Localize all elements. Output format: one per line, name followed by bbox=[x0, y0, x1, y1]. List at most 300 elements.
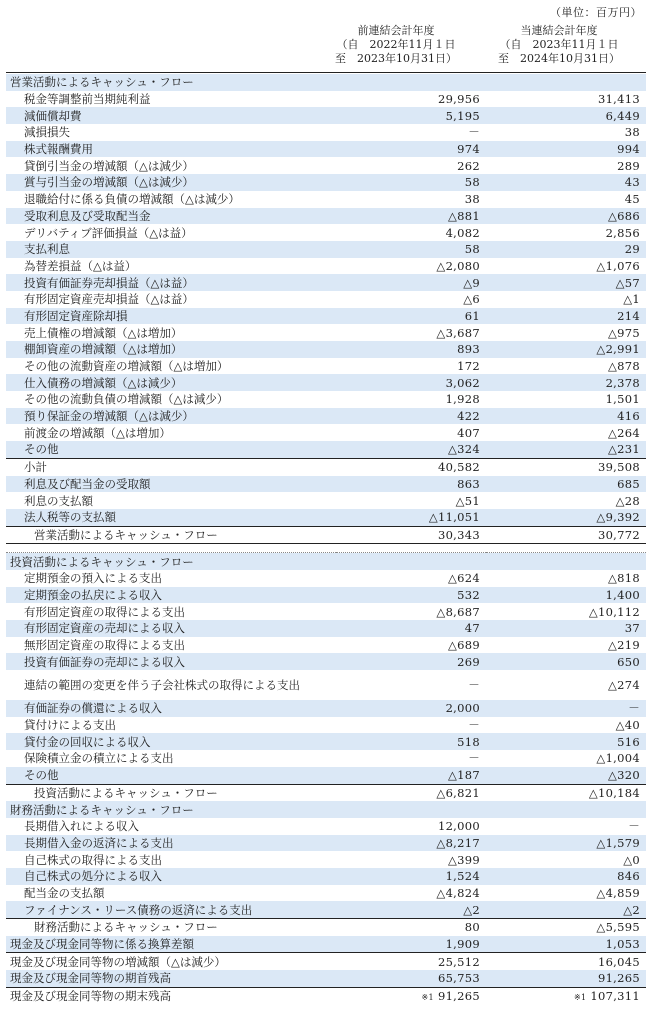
prev-value bbox=[336, 241, 486, 258]
curr-period-to: 至 2024年10月31日） bbox=[498, 52, 620, 65]
prev-value bbox=[336, 141, 486, 158]
table-row bbox=[6, 308, 646, 325]
prev-value bbox=[336, 587, 486, 604]
curr-amount: △9,392 bbox=[596, 510, 640, 525]
curr-amount: △975 bbox=[608, 325, 640, 340]
prev-amount: △3,687 bbox=[436, 325, 480, 340]
curr-value bbox=[486, 526, 646, 544]
curr-amount: △4,859 bbox=[596, 885, 640, 900]
table-row bbox=[6, 107, 646, 124]
curr-amount: － bbox=[628, 701, 640, 716]
curr-amount: 29 bbox=[624, 242, 640, 257]
curr-value bbox=[486, 107, 646, 124]
curr-value bbox=[486, 341, 646, 358]
row-label: 営業活動によるキャッシュ・フロー bbox=[6, 526, 336, 544]
prev-amount: △6,821 bbox=[436, 785, 480, 800]
curr-amount: △57 bbox=[615, 275, 640, 290]
row-label: その他 bbox=[6, 767, 336, 784]
row-label: 保険積立金の積立による支出 bbox=[24, 751, 174, 766]
prev-value bbox=[336, 733, 486, 750]
prev-value bbox=[336, 492, 486, 509]
prev-value bbox=[336, 391, 486, 408]
row-label: 連結の範囲の変更を伴う子会社株式の取得による支出 bbox=[24, 677, 300, 692]
row-label: 受取利息及び受取配当金 bbox=[6, 208, 336, 225]
prev-amount: － bbox=[468, 751, 480, 766]
table-row bbox=[6, 241, 646, 258]
prev-amount: 422 bbox=[457, 409, 480, 424]
table-row bbox=[6, 191, 646, 208]
row-label: 無形固定資産の取得による支出 bbox=[24, 638, 185, 653]
prev-amount: 58 bbox=[464, 242, 480, 257]
prev-amount: 974 bbox=[457, 142, 480, 157]
table-row bbox=[6, 441, 646, 458]
prev-value bbox=[336, 526, 486, 544]
prev-value bbox=[336, 670, 486, 700]
prev-amount: △399 bbox=[448, 852, 480, 867]
row-label: 現金及び現金同等物に係る換算差額 bbox=[6, 936, 336, 953]
curr-value bbox=[486, 953, 646, 970]
curr-value bbox=[486, 987, 646, 1004]
table-row bbox=[6, 700, 646, 717]
table-row bbox=[6, 620, 646, 637]
spacer-row bbox=[6, 544, 646, 553]
row-label: 株式報酬費用 bbox=[6, 141, 336, 158]
curr-amount: 289 bbox=[617, 158, 640, 173]
table-row bbox=[6, 868, 646, 885]
prev-amount: 4,082 bbox=[445, 225, 480, 240]
prev-value bbox=[336, 341, 486, 358]
prev-value bbox=[336, 424, 486, 441]
table-row bbox=[6, 258, 646, 275]
prev-value bbox=[336, 801, 486, 818]
row-label: デリバティブ評価損益（△は益） bbox=[24, 225, 193, 240]
curr-amount: △1,076 bbox=[596, 258, 640, 273]
row-label: 売上債権の増減額（△は増加） bbox=[24, 325, 183, 340]
curr-value bbox=[486, 492, 646, 509]
curr-value bbox=[486, 653, 646, 670]
curr-value bbox=[486, 868, 646, 885]
prev-amount: △2 bbox=[463, 902, 480, 917]
prev-amount: 5,195 bbox=[445, 108, 480, 123]
prev-value bbox=[336, 107, 486, 124]
prev-value bbox=[336, 408, 486, 425]
curr-value bbox=[486, 835, 646, 852]
curr-amount: 30,772 bbox=[597, 527, 640, 542]
prev-value bbox=[336, 324, 486, 341]
curr-value bbox=[486, 970, 646, 987]
table-row bbox=[6, 492, 646, 509]
prev-amount: 2,000 bbox=[445, 701, 480, 716]
table-row bbox=[6, 717, 646, 734]
table-row bbox=[6, 274, 646, 291]
column-header bbox=[6, 24, 646, 73]
prev-amount: 1,909 bbox=[445, 937, 480, 952]
row-label: 税金等調整前当期純利益 bbox=[24, 92, 151, 107]
prev-amount: △2,080 bbox=[436, 258, 480, 273]
prev-value bbox=[336, 901, 486, 918]
table-row bbox=[6, 603, 646, 620]
row-label: 有形固定資産売却損益（△は益） bbox=[24, 292, 194, 307]
curr-value bbox=[486, 391, 646, 408]
prev-amount: 407 bbox=[457, 425, 480, 440]
curr-value bbox=[486, 717, 646, 734]
curr-amount: 1,053 bbox=[605, 937, 640, 952]
prev-period-from: （自 2022年11月１日 bbox=[336, 38, 456, 51]
prev-amount: － bbox=[468, 125, 480, 140]
curr-value bbox=[486, 157, 646, 174]
table-row bbox=[6, 733, 646, 750]
table-row bbox=[6, 801, 646, 818]
row-label: その他の流動負債の増減額（△は減少） bbox=[24, 392, 229, 407]
prev-amount: 12,000 bbox=[437, 819, 480, 834]
curr-amount: △274 bbox=[608, 677, 640, 692]
row-label: 投資活動によるキャッシュ・フロー bbox=[6, 784, 336, 801]
row-label: 財務活動によるキャッシュ・フロー bbox=[6, 919, 336, 936]
row-label: 賞与引当金の増減額（△は減少） bbox=[6, 174, 336, 191]
curr-amount: 107,311 bbox=[590, 989, 640, 1004]
prev-value bbox=[336, 620, 486, 637]
row-label: 貸付けによる支出 bbox=[24, 718, 116, 733]
curr-value bbox=[486, 637, 646, 654]
row-label: 利息の支払額 bbox=[24, 493, 93, 508]
prev-value bbox=[336, 570, 486, 587]
curr-amount: － bbox=[628, 819, 640, 834]
curr-period-title: 当連結会計年度 bbox=[520, 24, 598, 37]
curr-period-from: （自 2023年11月１日 bbox=[499, 38, 619, 51]
curr-value bbox=[486, 424, 646, 441]
prev-value bbox=[336, 476, 486, 493]
row-label: 長期借入れによる収入 bbox=[24, 819, 139, 834]
prev-amount: 262 bbox=[457, 158, 480, 173]
row-label: 財務活動によるキャッシュ・フロー bbox=[6, 801, 336, 818]
prev-amount: 29,956 bbox=[437, 92, 480, 107]
curr-value bbox=[486, 476, 646, 493]
prev-value bbox=[336, 274, 486, 291]
table-row bbox=[6, 124, 646, 141]
row-label: 長期借入金の返済による支出 bbox=[6, 835, 336, 852]
curr-value bbox=[486, 885, 646, 902]
curr-amount: △40 bbox=[615, 718, 640, 733]
table-row bbox=[6, 901, 646, 918]
curr-value bbox=[486, 358, 646, 375]
curr-amount: 214 bbox=[617, 308, 640, 323]
row-label: 配当金の支払額 bbox=[24, 885, 105, 900]
cash-flow-table bbox=[6, 74, 646, 1004]
table-row bbox=[6, 476, 646, 493]
row-label: 小計 bbox=[6, 458, 336, 475]
prev-value bbox=[336, 851, 486, 868]
prev-value bbox=[336, 124, 486, 141]
prev-value bbox=[336, 458, 486, 475]
row-label: 前渡金の増減額（△は増加） bbox=[24, 425, 171, 440]
prev-amount: 47 bbox=[464, 621, 480, 636]
row-label: 投資活動によるキャッシュ・フロー bbox=[6, 553, 336, 570]
row-label: 自己株式の処分による収入 bbox=[6, 868, 336, 885]
curr-value bbox=[486, 851, 646, 868]
row-label: その他の流動資産の増減額（△は増加） bbox=[24, 359, 229, 374]
prev-amount: － bbox=[468, 718, 480, 733]
curr-amount: △5,595 bbox=[596, 920, 640, 935]
prev-value bbox=[336, 953, 486, 970]
curr-amount: 45 bbox=[624, 192, 640, 207]
curr-amount: △10,184 bbox=[588, 785, 640, 800]
curr-period-header bbox=[484, 24, 634, 66]
curr-amount: 650 bbox=[617, 654, 640, 669]
row-label: 仕入債務の増減額（△は減少） bbox=[6, 374, 336, 391]
prev-value bbox=[336, 970, 486, 987]
curr-amount: △818 bbox=[608, 571, 640, 586]
row-label bbox=[6, 544, 336, 553]
table-row bbox=[6, 509, 646, 526]
prev-period-title: 前連結会計年度 bbox=[357, 24, 435, 37]
row-label: ファイナンス・リース債務の返済による支出 bbox=[6, 901, 336, 918]
table-row bbox=[6, 936, 646, 953]
prev-value bbox=[336, 553, 486, 570]
curr-amount: △28 bbox=[615, 493, 640, 508]
curr-value bbox=[486, 818, 646, 835]
prev-amount: 269 bbox=[457, 654, 480, 669]
curr-amount: 43 bbox=[624, 175, 640, 190]
prev-value bbox=[336, 885, 486, 902]
prev-amount: 40,582 bbox=[437, 460, 480, 475]
row-label: 現金及び現金同等物の期首残高 bbox=[6, 970, 336, 987]
table-row bbox=[6, 374, 646, 391]
table-row bbox=[6, 851, 646, 868]
row-label: 預り保証金の増減額（△は減少） bbox=[6, 408, 336, 425]
prev-amount: 3,062 bbox=[445, 375, 480, 390]
curr-value bbox=[486, 919, 646, 936]
row-label: 有形固定資産の売却による収入 bbox=[6, 620, 336, 637]
prev-value bbox=[336, 603, 486, 620]
prev-value bbox=[336, 308, 486, 325]
curr-value bbox=[486, 570, 646, 587]
prev-amount: 1,524 bbox=[445, 869, 480, 884]
curr-amount: △231 bbox=[608, 442, 640, 457]
prev-amount: 58 bbox=[464, 175, 480, 190]
curr-amount: 6,449 bbox=[605, 108, 640, 123]
row-label: 営業活動によるキャッシュ・フロー bbox=[6, 74, 336, 91]
curr-amount: 16,045 bbox=[597, 954, 640, 969]
prev-amount: 61 bbox=[464, 308, 480, 323]
prev-value bbox=[336, 258, 486, 275]
table-row bbox=[6, 424, 646, 441]
curr-value bbox=[486, 603, 646, 620]
curr-value bbox=[486, 509, 646, 526]
prev-amount: 80 bbox=[464, 920, 480, 935]
prev-value bbox=[336, 818, 486, 835]
table-row bbox=[6, 784, 646, 801]
prev-amount: △11,051 bbox=[428, 510, 480, 525]
prev-period-header bbox=[321, 24, 471, 66]
curr-value bbox=[486, 191, 646, 208]
prev-value bbox=[336, 544, 486, 553]
row-label: 現金及び現金同等物の増減額（△は減少） bbox=[6, 953, 336, 970]
prev-value bbox=[336, 868, 486, 885]
unit-label: （単位：百万円） bbox=[550, 6, 642, 19]
prev-value bbox=[336, 174, 486, 191]
prev-value bbox=[336, 358, 486, 375]
table-row bbox=[6, 587, 646, 604]
curr-value bbox=[486, 544, 646, 553]
row-label: 有形固定資産除却損 bbox=[6, 308, 336, 325]
curr-amount: △878 bbox=[608, 359, 640, 374]
prev-value bbox=[336, 767, 486, 784]
table-row bbox=[6, 553, 646, 570]
prev-amount: 38 bbox=[464, 192, 480, 207]
table-row bbox=[6, 750, 646, 767]
curr-amount: △1,579 bbox=[596, 835, 640, 850]
prev-amount: △624 bbox=[448, 571, 480, 586]
table-row bbox=[6, 458, 646, 475]
prev-value bbox=[336, 509, 486, 526]
row-label: 為替差損益（△は益） bbox=[24, 258, 137, 273]
curr-amount: △2 bbox=[623, 902, 640, 917]
curr-value bbox=[486, 74, 646, 91]
table-row bbox=[6, 408, 646, 425]
row-label: 貸倒引当金の増減額（△は減少） bbox=[24, 158, 194, 173]
curr-value bbox=[486, 224, 646, 241]
row-label: 現金及び現金同等物の期末残高 bbox=[6, 987, 336, 1004]
prev-amount: 30,343 bbox=[437, 527, 480, 542]
table-row bbox=[6, 391, 646, 408]
curr-value bbox=[486, 700, 646, 717]
row-label: 自己株式の取得による支出 bbox=[24, 852, 162, 867]
row-label: 法人税等の支払額 bbox=[6, 509, 336, 526]
curr-amount: 91,265 bbox=[597, 971, 640, 986]
prev-amount: 1,928 bbox=[445, 392, 480, 407]
curr-value bbox=[486, 374, 646, 391]
curr-amount: 1,400 bbox=[605, 587, 640, 602]
prev-value bbox=[336, 224, 486, 241]
row-label: 投資有価証券売却損益（△は益） bbox=[6, 274, 336, 291]
row-label: 退職給付に係る負債の増減額（△は減少） bbox=[24, 192, 240, 207]
table-row bbox=[6, 224, 646, 241]
prev-amount: △689 bbox=[448, 638, 480, 653]
prev-period-to: 至 2023年10月31日） bbox=[335, 52, 457, 65]
curr-amount: 1,501 bbox=[605, 392, 640, 407]
curr-amount: △1,004 bbox=[596, 751, 640, 766]
prev-amount: 65,753 bbox=[437, 971, 480, 986]
curr-amount: △2,991 bbox=[596, 342, 640, 357]
curr-amount: 39,508 bbox=[597, 460, 640, 475]
table-row bbox=[6, 670, 646, 700]
prev-value bbox=[336, 208, 486, 225]
prev-amount: 863 bbox=[457, 476, 480, 491]
curr-amount: 37 bbox=[624, 621, 640, 636]
curr-value bbox=[486, 174, 646, 191]
curr-amount: 38 bbox=[624, 125, 640, 140]
prev-amount: △6 bbox=[463, 292, 480, 307]
prev-amount: △4,824 bbox=[436, 885, 480, 900]
prev-value bbox=[336, 987, 486, 1004]
table-row bbox=[6, 74, 646, 91]
row-label: 有価証券の償還による収入 bbox=[6, 700, 336, 717]
prev-amount: △8,217 bbox=[436, 835, 480, 850]
curr-value bbox=[486, 291, 646, 308]
prev-value bbox=[336, 291, 486, 308]
curr-amount: 416 bbox=[617, 409, 640, 424]
prev-amount: 893 bbox=[457, 342, 480, 357]
curr-amount: 994 bbox=[617, 142, 640, 157]
table-row bbox=[6, 818, 646, 835]
prev-value bbox=[336, 919, 486, 936]
prev-amount: 25,512 bbox=[437, 954, 480, 969]
curr-amount: △264 bbox=[608, 425, 640, 440]
curr-value bbox=[486, 258, 646, 275]
row-label: 支払利息 bbox=[6, 241, 336, 258]
row-label: 有形固定資産の取得による支出 bbox=[24, 604, 185, 619]
curr-value bbox=[486, 308, 646, 325]
curr-value bbox=[486, 324, 646, 341]
curr-amount: 31,413 bbox=[597, 92, 640, 107]
row-label: 投資有価証券の売却による収入 bbox=[6, 653, 336, 670]
row-label: 定期預金の預入による支出 bbox=[24, 571, 162, 586]
table-row bbox=[6, 570, 646, 587]
table-row bbox=[6, 291, 646, 308]
curr-value bbox=[486, 141, 646, 158]
curr-value bbox=[486, 208, 646, 225]
table-row bbox=[6, 767, 646, 784]
curr-value bbox=[486, 241, 646, 258]
curr-value bbox=[486, 274, 646, 291]
table-row bbox=[6, 526, 646, 544]
row-label: 利息及び配当金の受取額 bbox=[6, 476, 336, 493]
note-reference: ※1 bbox=[421, 993, 434, 1003]
curr-value bbox=[486, 784, 646, 801]
curr-amount: △10,112 bbox=[588, 604, 640, 619]
prev-amount: － bbox=[468, 677, 480, 692]
prev-value bbox=[336, 374, 486, 391]
prev-value bbox=[336, 784, 486, 801]
curr-value bbox=[486, 767, 646, 784]
cash-flow-body bbox=[6, 74, 646, 1004]
curr-value bbox=[486, 553, 646, 570]
curr-amount: 516 bbox=[617, 734, 640, 749]
curr-amount: 685 bbox=[617, 476, 640, 491]
prev-value bbox=[336, 191, 486, 208]
curr-value bbox=[486, 750, 646, 767]
row-label: 定期預金の払戻による収入 bbox=[6, 587, 336, 604]
table-row bbox=[6, 141, 646, 158]
table-row bbox=[6, 174, 646, 191]
curr-value bbox=[486, 458, 646, 475]
curr-amount: △1 bbox=[623, 292, 640, 307]
prev-value bbox=[336, 835, 486, 852]
curr-value bbox=[486, 936, 646, 953]
curr-amount: △0 bbox=[623, 852, 640, 867]
row-label: 減損損失 bbox=[24, 125, 70, 140]
row-label: 棚卸資産の増減額（△は増加） bbox=[6, 341, 336, 358]
curr-amount: 2,856 bbox=[605, 225, 640, 240]
table-row bbox=[6, 157, 646, 174]
table-row bbox=[6, 885, 646, 902]
curr-value bbox=[486, 801, 646, 818]
prev-amount: △187 bbox=[448, 768, 480, 783]
table-row bbox=[6, 208, 646, 225]
table-row bbox=[6, 341, 646, 358]
curr-amount: 2,378 bbox=[605, 375, 640, 390]
curr-value bbox=[486, 124, 646, 141]
curr-value bbox=[486, 901, 646, 918]
prev-amount: △324 bbox=[448, 442, 480, 457]
prev-value bbox=[336, 936, 486, 953]
table-row bbox=[6, 970, 646, 987]
table-row bbox=[6, 637, 646, 654]
table-row bbox=[6, 835, 646, 852]
prev-amount: 172 bbox=[457, 359, 480, 374]
prev-amount: 91,265 bbox=[437, 989, 480, 1004]
prev-value bbox=[336, 700, 486, 717]
